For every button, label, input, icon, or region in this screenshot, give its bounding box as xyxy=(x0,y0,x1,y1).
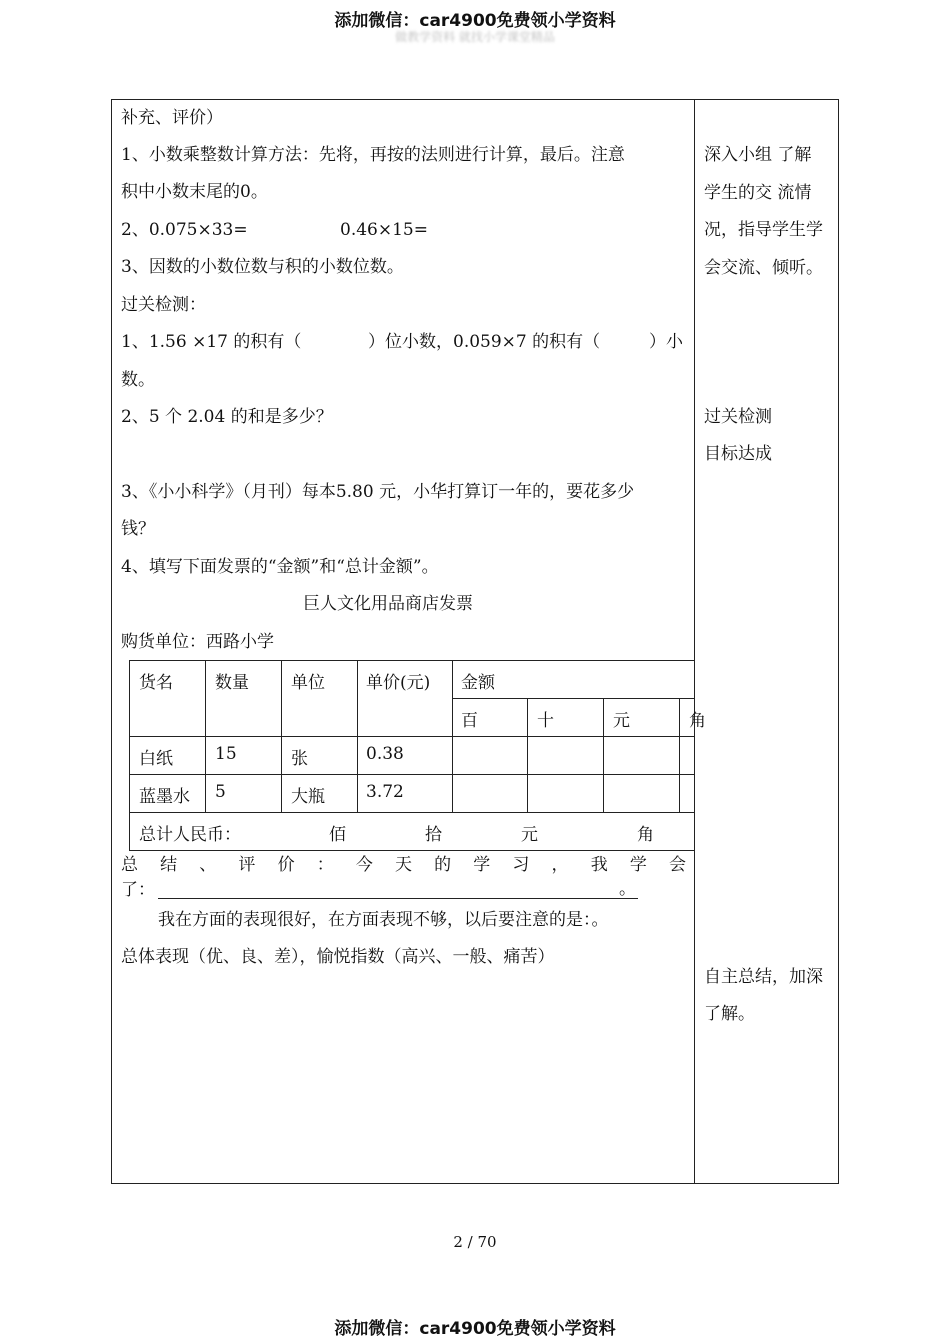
total-unit: 佰 xyxy=(329,825,346,845)
invoice-header-cell: 单位 xyxy=(291,673,325,693)
bottom-watermark: 添加微信：car4900免费领小学资料 xyxy=(334,1319,616,1339)
invoice-cell: 15 xyxy=(215,744,237,764)
column-divider xyxy=(694,99,695,1184)
side-note: 自主总结，加深 xyxy=(704,967,823,987)
top-watermark: 添加微信：car4900免费领小学资料 xyxy=(334,11,616,31)
buyer-line: 购货单位：西路小学 xyxy=(121,632,274,652)
invoice-line xyxy=(129,850,695,851)
text-line: 2、5 个 2.04 的和是多少？ xyxy=(121,407,333,427)
summary-line: 总 结 、 评 价 ： 今 天 的 学 习 ， 我 学 会 xyxy=(121,855,686,875)
total-unit: 元 xyxy=(521,825,538,845)
amount-subheader: 元 xyxy=(613,711,630,731)
invoice-line xyxy=(129,774,695,775)
invoice-line xyxy=(357,660,358,812)
invoice-header-cell: 单价(元) xyxy=(366,673,431,693)
text-line: 4、填写下面发票的“金额”和“总计金额”。 xyxy=(121,557,439,577)
summary-end: 了： xyxy=(121,880,155,900)
amount-subheader: 角 xyxy=(689,711,706,731)
invoice-cell: 0.38 xyxy=(366,744,404,764)
overall-line: 总体表现（优、良、差），愉悦指数（高兴、一般、痛苦） xyxy=(121,947,555,967)
invoice-cell: 大瓶 xyxy=(291,787,325,807)
text-line: 钱？ xyxy=(121,519,155,539)
invoice-cell: 白纸 xyxy=(139,749,173,769)
text-line: 3、《小小科学》（月刊）每本5.80 元，小华打算订一年的，要花多少 xyxy=(121,482,635,502)
total-unit: 拾 xyxy=(425,825,442,845)
invoice-line xyxy=(129,812,695,813)
top-faded-header: 做教学资料 就找小学课堂精品 xyxy=(395,30,555,44)
side-note: 学生的交 流情 xyxy=(704,183,812,203)
side-note: 过关检测 xyxy=(704,407,772,427)
text-line: 补充、评价） xyxy=(121,108,223,128)
invoice-header-cell: 数量 xyxy=(215,673,249,693)
invoice-cell: 3.72 xyxy=(366,782,404,802)
text-line: 1、1.56 ×17 的积有（ xyxy=(121,332,302,352)
text-line: 3、因数的小数位数与积的小数位数。 xyxy=(121,257,404,277)
total-label: 总计人民币： xyxy=(139,825,241,845)
invoice-header-cell: 货名 xyxy=(139,673,173,693)
invoice-line xyxy=(603,698,604,812)
invoice-line xyxy=(205,660,206,812)
side-note: 深入小组 了解 xyxy=(704,145,812,165)
invoice-header-cell: 金额 xyxy=(461,673,495,693)
side-note: 了解。 xyxy=(704,1004,755,1024)
total-unit: 角 xyxy=(637,825,654,845)
invoice-line xyxy=(452,660,453,812)
answer-underline xyxy=(158,898,638,899)
invoice-title: 巨人文化用品商店发票 xyxy=(303,594,473,614)
text-line: 积中小数末尾的0。 xyxy=(121,182,268,202)
text-line: ）位小数，0.059×7 的积有（ xyxy=(368,332,601,352)
invoice-cell: 张 xyxy=(291,749,308,769)
invoice-cell: 5 xyxy=(215,782,226,802)
performance-line: 我在方面的表现很好，在方面表现不够，以后要注意的是：。 xyxy=(158,910,609,930)
invoice-line xyxy=(129,660,695,661)
text-line: 2、0.075×33= xyxy=(121,220,248,240)
invoice-line xyxy=(129,660,130,850)
invoice-line xyxy=(452,698,695,699)
side-note: 况，指导学生学 xyxy=(704,220,823,240)
section-heading: 过关检测： xyxy=(121,295,206,315)
text-line: 数。 xyxy=(121,370,155,390)
amount-subheader: 百 xyxy=(461,711,478,731)
text-line: 0.46×15= xyxy=(340,220,428,240)
summary-period: 。 xyxy=(619,879,636,899)
invoice-line xyxy=(679,698,680,812)
invoice-line xyxy=(281,660,282,812)
side-note: 目标达成 xyxy=(704,444,772,464)
invoice-line xyxy=(527,698,528,812)
text-line: 1、小数乘整数计算方法：先将，再按的法则进行计算，最后。注意 xyxy=(121,145,625,165)
amount-subheader: 十 xyxy=(537,711,554,731)
side-note: 会交流、倾听。 xyxy=(704,258,823,278)
text-line: ）小 xyxy=(649,332,683,352)
invoice-cell: 蓝墨水 xyxy=(139,787,190,807)
invoice-line xyxy=(129,736,695,737)
page-number: 2 / 70 xyxy=(453,1233,497,1251)
